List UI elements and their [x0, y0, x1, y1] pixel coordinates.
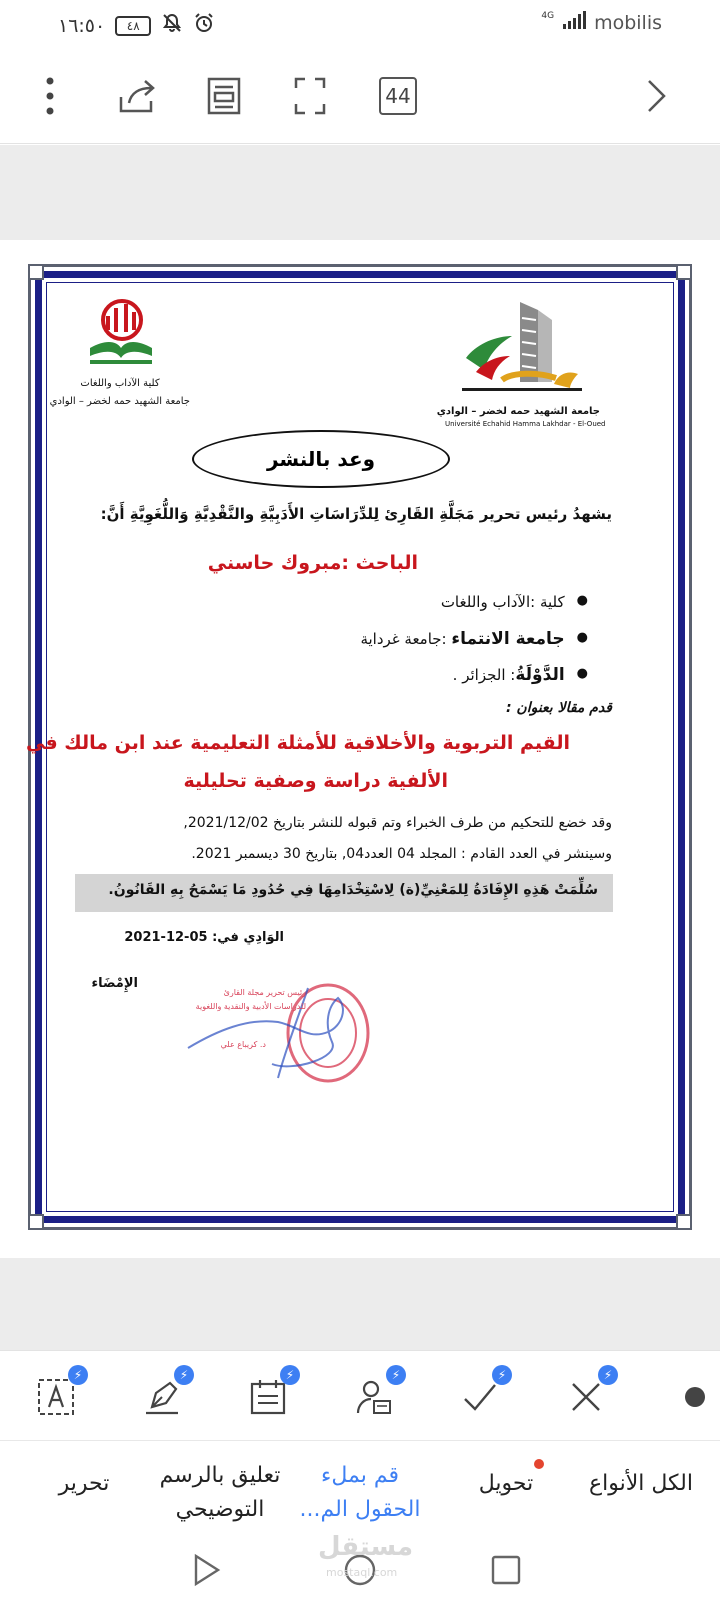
network-type: 4G	[541, 11, 555, 21]
signal-icon	[562, 10, 586, 35]
premium-icon: ⚡	[492, 1365, 512, 1385]
page-layout-icon	[206, 76, 242, 116]
nav-recents-button[interactable]	[486, 1552, 526, 1588]
date-line: الوَادِي في: 05-12-2021	[124, 930, 284, 945]
dot-icon	[677, 1382, 707, 1412]
body-line2: وسينشر في العدد القادم : المجلد 04 العدد04, بتاريخ 30 ديسمبر 2021.	[191, 846, 612, 862]
status-right	[541, 10, 662, 35]
cross-icon	[566, 1377, 606, 1417]
identity-tool[interactable]	[348, 1368, 401, 1423]
university-item	[300, 629, 588, 649]
tab-convert[interactable]: تحويل	[478, 1471, 534, 1496]
more-vertical-icon	[45, 76, 55, 116]
page-number-button[interactable]	[372, 70, 424, 122]
tab-annotate-line1: تعليق بالرسم	[159, 1463, 281, 1488]
frame-corner	[28, 1214, 44, 1230]
country-label: الدَّوْلَةُ	[515, 665, 565, 685]
submitted-label: قدم مقالا بعنوان :	[505, 700, 612, 716]
share-icon	[117, 77, 159, 115]
calendar-form-icon	[248, 1377, 288, 1417]
mute-icon	[161, 12, 183, 39]
fullscreen-button[interactable]	[284, 70, 336, 122]
logo-left-line1: كلية الآداب واللغات	[80, 378, 160, 389]
logo-right-line1: جامعة الشهيد حمه لخضر – الوادي	[436, 406, 600, 417]
cross-tool[interactable]	[560, 1368, 613, 1423]
clock: ١٦:٥٠	[58, 14, 106, 37]
status-left	[58, 12, 215, 39]
tab-all-types[interactable]: الكل الأنواع	[588, 1471, 693, 1496]
frame-corner	[676, 264, 692, 280]
tab-annotate-line2: التوضيحي	[175, 1497, 265, 1522]
faculty-text: كلية :الآداب واللغات	[440, 593, 565, 611]
tab-edit[interactable]: تحرير	[58, 1471, 110, 1496]
premium-icon: ⚡	[68, 1365, 88, 1385]
tab-fill-fields-line2: الحقول الم...	[299, 1497, 421, 1522]
researcher-name: الباحث :مبروك حاسني	[207, 552, 418, 574]
faculty-logo	[84, 298, 158, 368]
intro-text: يشهدُ رئيس تحرير مَجَلَّةِ القَارِئ لِلدِّرَاسَاتِ الأَدَبِيَّةِ والنَّقْدِيَّةِ وَاللُّغَوِيَّةِ أَنَّ:	[100, 505, 612, 523]
faculty-item	[300, 593, 588, 611]
next-button[interactable]	[630, 70, 682, 122]
battery-level: ٤٨	[126, 18, 140, 33]
carrier-name: mobilis	[594, 11, 662, 34]
person-icon	[354, 1377, 394, 1417]
article-title-line2: الألفية دراسة وصفية تحليلية	[183, 770, 448, 792]
text-box-icon	[36, 1377, 76, 1417]
battery-icon	[115, 16, 151, 36]
check-icon	[460, 1377, 500, 1417]
viewer-toolbar	[0, 48, 720, 144]
dot-tool[interactable]	[666, 1371, 718, 1423]
pen-nib-icon	[142, 1377, 182, 1417]
page-number: 44	[379, 77, 417, 115]
university-label: جامعة الانتماء	[451, 629, 565, 649]
stamp-text2: للدراسات الأدبية والنقدية واللغوية	[195, 1002, 306, 1011]
logo-right-line2: Université Echahid Hamma Lakhdar - El-Oued	[445, 420, 606, 428]
premium-icon: ⚡	[598, 1365, 618, 1385]
signature-label: الإِمْضَاء	[91, 976, 138, 991]
triangle-back-icon	[191, 1553, 221, 1587]
premium-icon: ⚡	[280, 1365, 300, 1385]
premium-icon: ⚡	[386, 1365, 406, 1385]
premium-icon: ⚡	[174, 1365, 194, 1385]
frame-corner	[28, 264, 44, 280]
watermark-url: mostaql.com	[326, 1566, 398, 1579]
country-value: : الجزائر .	[452, 666, 516, 684]
logo-left-line2: جامعة الشهيد حمه لخضر – الوادي	[49, 396, 190, 407]
nav-back-button[interactable]	[186, 1552, 226, 1588]
square-recents-icon	[490, 1554, 522, 1586]
tool-icons-bar	[0, 1350, 720, 1440]
check-tool[interactable]	[454, 1368, 507, 1423]
fullscreen-icon	[293, 76, 327, 116]
document-page	[0, 240, 720, 1258]
tab-annotate[interactable]	[150, 1459, 290, 1527]
form-tool[interactable]	[242, 1368, 295, 1423]
university-value: :جامعة غرداية	[360, 630, 452, 648]
text-box-tool[interactable]	[30, 1368, 83, 1423]
document-viewer[interactable]	[0, 145, 720, 1350]
stamp-text1: رئيس تحرير مجلة القارئ	[223, 988, 306, 997]
title-oval	[192, 430, 450, 488]
notification-dot	[534, 1459, 544, 1469]
frame-corner	[676, 1214, 692, 1230]
share-button[interactable]	[112, 70, 164, 122]
tab-fill-fields[interactable]	[295, 1459, 425, 1527]
country-item	[300, 665, 588, 685]
more-options-button[interactable]	[24, 70, 76, 122]
body-line1: وقد خضع للتحكيم من طرف الخبراء وتم قبوله للنشر بتاريخ 2021/12/02,	[183, 815, 612, 831]
notice-text: سُلِّمَتْ هَذِهِ الإِفَادَةُ لِلمَعْنِيِّ(ة) لِاسْتِخْدَامِهَا فِي حُدُودِ مَا يَسْمَحُ بِهِ القَانُونُ.	[108, 882, 598, 898]
university-logo	[462, 298, 586, 404]
alarm-icon	[193, 12, 215, 39]
tab-fill-fields-line1: قم بملء	[321, 1463, 399, 1488]
article-title-line1: القيم التربوية والأخلاقية للأمثلة التعليمية عند ابن مالك في	[26, 732, 570, 754]
chevron-right-icon	[645, 78, 667, 114]
stamp-text3: د. كريباع علي	[220, 1040, 266, 1049]
bottom-tabs	[0, 1440, 720, 1540]
watermark-logo: مستقل	[318, 1532, 414, 1562]
document-title: وعد بالنشر	[266, 447, 376, 471]
reading-mode-button[interactable]	[198, 70, 250, 122]
sign-tool[interactable]	[136, 1368, 189, 1423]
status-bar	[0, 0, 720, 48]
